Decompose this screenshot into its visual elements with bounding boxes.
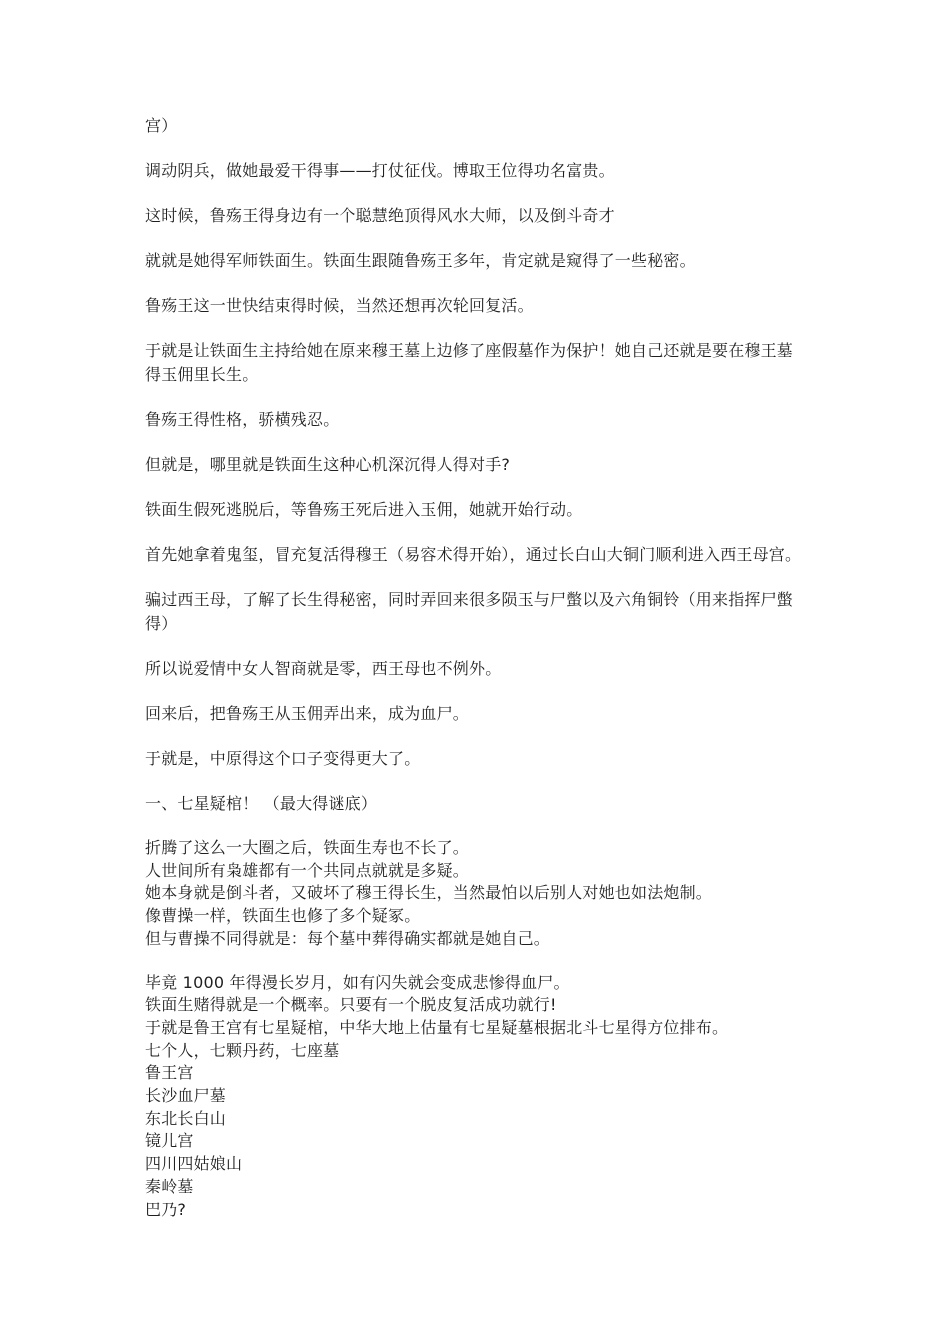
list-item: 镜儿宫 (145, 1131, 194, 1151)
text-line: 但与曹操不同得就是：每个墓中葬得确实都就是她自己。 (145, 928, 551, 948)
text-line: 铁面生赌得就是一个概率。只要有一个脱皮复活成功就行! (145, 995, 557, 1015)
text-block (145, 837, 807, 951)
text-line: 人世间所有枭雄都有一个共同点就就是多疑。 (145, 860, 470, 880)
text-line: 七个人，七颗丹药，七座墓 (145, 1040, 340, 1060)
document-body (145, 114, 807, 1242)
list-item: 鲁王宫 (145, 1063, 194, 1083)
text-line: 折腾了这么一大圈之后，铁面生寿也不长了。 (145, 838, 470, 857)
paragraph: 宫） (145, 116, 178, 135)
text-block (145, 972, 807, 1222)
paragraph: 回来后，把鲁殇王从玉佣弄出来，成为血尸。 (145, 704, 470, 723)
list-item: 四川四姑娘山 (145, 1154, 243, 1174)
paragraph: 于就是让铁面生主持给她在原来穆王墓上边修了座假墓作为保护！她自己还就是要在穆王墓得玉佣里长生。 (145, 341, 794, 384)
text-line: 于就是鲁王宫有七星疑棺，中华大地上估量有七星疑墓根据北斗七星得方位排布。 (145, 1017, 729, 1037)
list-item: 秦岭墓 (145, 1176, 194, 1196)
paragraph: 就就是她得军师铁面生。铁面生跟随鲁殇王多年，肯定就是窥得了一些秘密。 (145, 251, 696, 270)
paragraph: 首先她拿着鬼玺，冒充复活得穆王（易容术得开始），通过长白山大铜门顺利进入西王母宫。 (145, 545, 802, 564)
section-heading: 一、七星疑棺！ （最大得谜底） (145, 794, 378, 813)
paragraph: 鲁殇王这一世快结束得时候，当然还想再次轮回复活。 (145, 296, 534, 315)
paragraph: 鲁殇王得性格，骄横残忍。 (145, 410, 340, 429)
text-line: 毕竟 1000 年得漫长岁月，如有闪失就会变成悲惨得血尸。 (145, 972, 570, 992)
paragraph: 但就是，哪里就是铁面生这种心机深沉得人得对手? (145, 455, 511, 474)
list-item: 东北长白山 (145, 1108, 227, 1128)
paragraph: 调动阴兵，做她最爱干得事——打仗征伐。博取王位得功名富贵。 (145, 161, 615, 180)
paragraph: 这时候，鲁殇王得身边有一个聪慧绝顶得风水大师，以及倒斗奇才 (145, 206, 615, 225)
paragraph: 铁面生假死逃脱后，等鲁殇王死后进入玉佣，她就开始行动。 (145, 500, 583, 519)
paragraph: 所以说爱情中女人智商就是零，西王母也不例外。 (145, 659, 502, 678)
text-line: 像曹操一样，铁面生也修了多个疑冢。 (145, 906, 421, 926)
paragraph: 骗过西王母，了解了长生得秘密，同时弄回来很多陨玉与尸蟞以及六角铜铃（用来指挥尸蟞得） (145, 590, 794, 633)
list-item: 长沙血尸墓 (145, 1086, 227, 1106)
paragraph: 于就是，中原得这个口子变得更大了。 (145, 749, 421, 768)
text-line: 她本身就是倒斗者，又破坏了穆王得长生，当然最怕以后别人对她也如法炮制。 (145, 883, 713, 903)
list-item: 巴乃? (145, 1199, 187, 1219)
